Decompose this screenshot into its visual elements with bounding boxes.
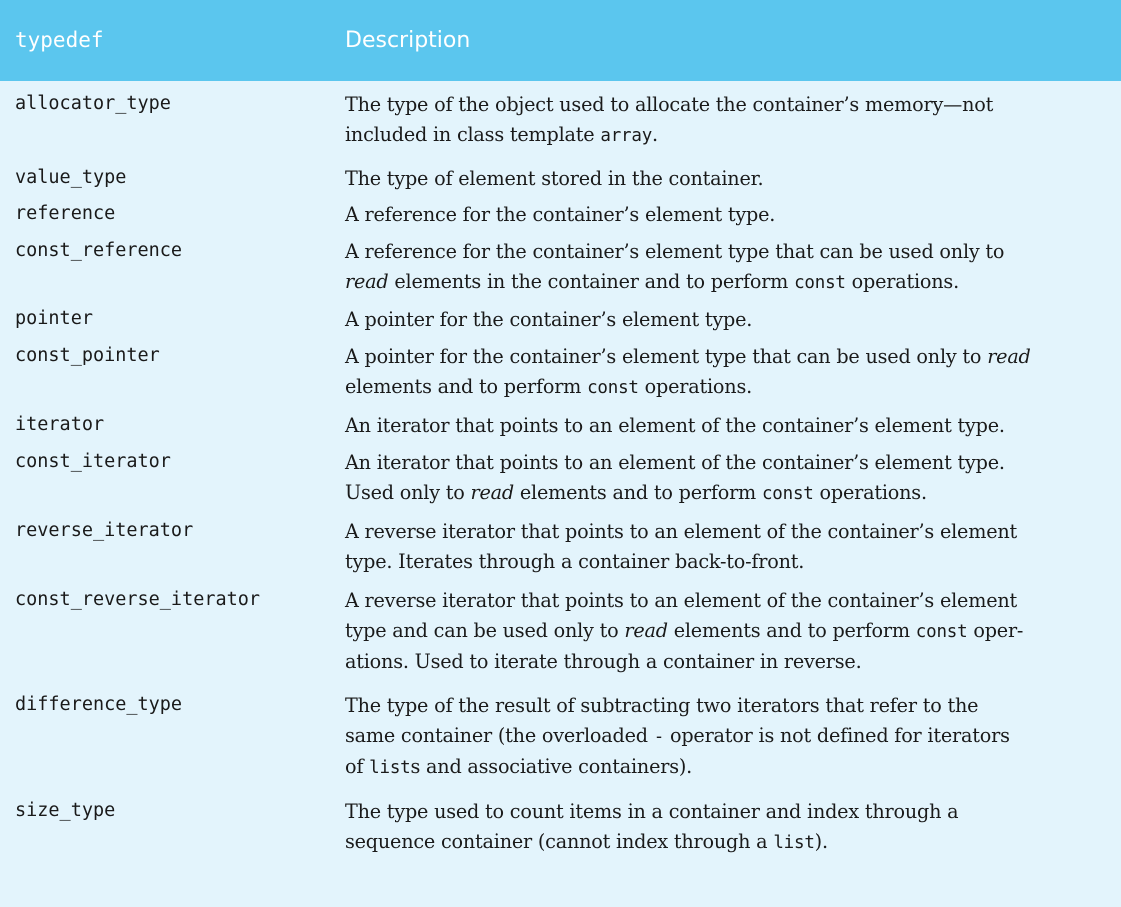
typedef-description	[345, 90, 1107, 151]
description-text: The type of the object used to allocate the container’s memory—not	[345, 93, 994, 116]
description-line	[345, 448, 1107, 478]
description-line	[345, 372, 1107, 403]
emphasis-text: read	[624, 619, 668, 642]
description-text: A reverse iterator that points to an element of the container’s element	[345, 520, 1018, 543]
typedef-description	[345, 517, 1107, 577]
emphasis-text: read	[345, 270, 389, 293]
description-text: elements and to perform	[345, 375, 588, 398]
description-text: A reverse iterator that points to an element of the container’s element	[345, 589, 1018, 612]
typedef-name: const_reverse_iterator	[15, 589, 261, 610]
description-line	[345, 342, 1107, 372]
description-text: The type used to count items in a container and index through a	[345, 800, 959, 823]
description-text: s and associative containers).	[410, 755, 693, 778]
typedef-description	[345, 448, 1107, 509]
typedef-name: const_iterator	[15, 451, 171, 472]
description-text: oper-	[967, 619, 1024, 642]
code-term: const	[587, 378, 639, 398]
description-line	[345, 164, 1107, 194]
code-term: -	[653, 727, 665, 747]
typedef-description	[345, 305, 1107, 335]
description-line	[345, 517, 1107, 547]
description-line	[345, 647, 1107, 677]
header-typedef: typedef	[15, 28, 104, 52]
typedef-name: const_reference	[15, 240, 183, 261]
description-text: operations.	[813, 481, 927, 504]
description-text: A reference for the container’s element type.	[345, 203, 776, 226]
description-text: type. Iterates through a container back-to-front.	[345, 550, 805, 573]
description-text: sequence container (cannot index through a	[345, 830, 774, 853]
description-line	[345, 411, 1107, 441]
typedef-name: reference	[15, 203, 116, 224]
emphasis-text: read	[987, 345, 1031, 368]
description-text: operator is not defined for iterators	[664, 724, 1010, 747]
description-line	[345, 616, 1107, 647]
code-term: const	[794, 273, 846, 293]
description-text: of	[345, 755, 370, 778]
typedef-name: reverse_iterator	[15, 520, 194, 541]
description-text: .	[652, 123, 658, 146]
description-text: elements and to perform	[667, 619, 916, 642]
typedef-description	[345, 342, 1107, 403]
description-text: A reference for the container’s element type that can be used only to	[345, 240, 1005, 263]
code-term: const	[761, 484, 814, 504]
description-line	[345, 478, 1107, 509]
code-term: list	[369, 758, 411, 778]
typedef-description	[345, 237, 1107, 298]
typedef-description	[345, 586, 1107, 677]
typedef-name: iterator	[15, 414, 105, 435]
description-line	[345, 305, 1107, 335]
description-text: operations.	[845, 270, 959, 293]
description-text: ).	[814, 830, 828, 853]
description-text: A pointer for the container’s element type.	[345, 308, 753, 331]
description-line	[345, 827, 1107, 858]
description-text: included in class template	[345, 123, 601, 146]
code-term: list	[773, 833, 815, 853]
description-text: The type of the result of subtracting two iterators that refer to the	[345, 694, 979, 717]
typedef-name: pointer	[15, 308, 93, 329]
description-line	[345, 237, 1107, 267]
description-line	[345, 721, 1107, 752]
description-line	[345, 797, 1107, 827]
description-text: The type of element stored in the container.	[345, 167, 764, 190]
typedef-description	[345, 164, 1107, 194]
description-text: A pointer for the container’s element type that can be used only to	[345, 345, 988, 368]
emphasis-text: read	[470, 481, 514, 504]
code-term: const	[915, 622, 968, 642]
typedef-name: size_type	[15, 800, 116, 821]
typedef-description	[345, 691, 1107, 783]
description-text: An iterator that points to an element of the container’s element type.	[345, 414, 1005, 437]
table-header	[0, 0, 1121, 81]
typedef-description	[345, 200, 1107, 230]
description-text: operations.	[638, 375, 752, 398]
typedef-description	[345, 797, 1107, 858]
description-line	[345, 120, 1107, 151]
description-line	[345, 90, 1107, 120]
description-text: elements in the container and to perform	[388, 270, 795, 293]
description-line	[345, 752, 1107, 783]
description-line	[345, 547, 1107, 577]
description-text: type and can be used only to	[345, 619, 625, 642]
typedef-description	[345, 411, 1107, 441]
description-line	[345, 200, 1107, 230]
description-line	[345, 586, 1107, 616]
description-text: same container (the overloaded	[345, 724, 654, 747]
typedef-name: allocator_type	[15, 93, 171, 114]
header-description: Description	[345, 28, 471, 53]
typedef-name: const_pointer	[15, 345, 160, 366]
description-line	[345, 267, 1107, 298]
typedef-name: value_type	[15, 167, 127, 188]
typedef-name: difference_type	[15, 694, 183, 715]
description-text: elements and to perform	[513, 481, 762, 504]
description-text: ations. Used to iterate through a container in reverse.	[345, 650, 862, 673]
description-text: Used only to	[345, 481, 471, 504]
code-term: array	[600, 126, 653, 146]
description-line	[345, 691, 1107, 721]
description-text: An iterator that points to an element of the container’s element type.	[345, 451, 1005, 474]
